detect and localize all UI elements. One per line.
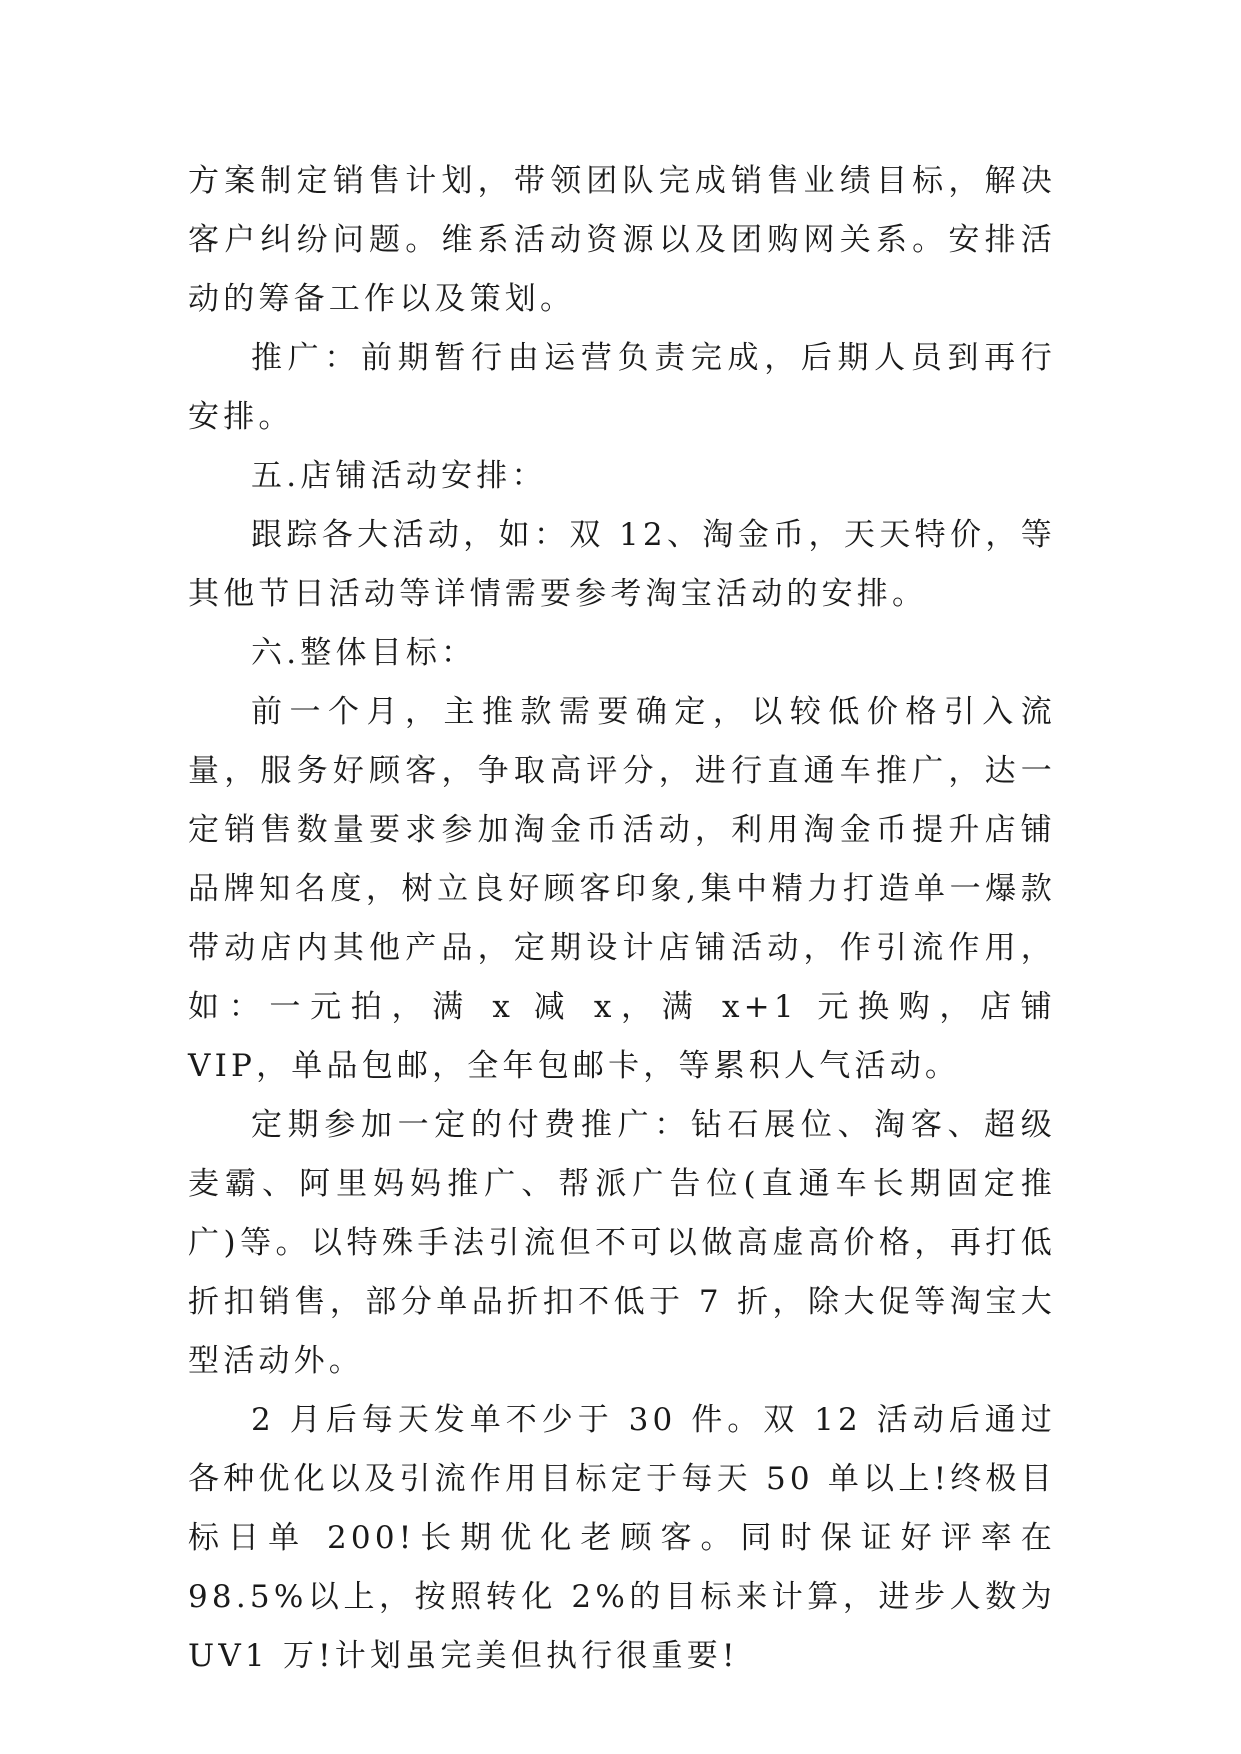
paragraph-5: 定期参加一定的付费推广：钻石展位、淘客、超级麦霸、阿里妈妈推广、帮派广告位(直通车长期固定推广)等。以特殊手法引流但不可以做高虚高价格，再打低折扣销售，部分单品折扣不低于 7 折，除大促等淘宝大型活动外。 bbox=[188, 1107, 1056, 1379]
paragraph-2: 推广：前期暂行由运营负责完成，后期人员到再行安排。 bbox=[188, 340, 1056, 435]
section-heading-6: 六.整体目标： bbox=[251, 635, 477, 671]
document-body bbox=[188, 152, 1056, 1686]
paragraph-6: 2 月后每天发单不少于 30 件。双 12 活动后通过各种优化以及引流作用目标定于每天 50 单以上!终极目标日单 200!长期优化老顾客。同时保证好评率在 98.5%以上，按照转化 2%的目标来计算，进步人数为 UV1 万!计划虽完美但执行很重要! bbox=[188, 1402, 1056, 1674]
paragraph-4: 前一个月，主推款需要确定，以较低价格引入流量，服务好顾客，争取高评分，进行直通车推广，达一定销售数量要求参加淘金币活动，利用淘金币提升店铺品牌知名度，树立良好顾客印象,集中精力打造单一爆款带动店内其他产品，定期设计店铺活动，作引流作用，如：一元拍，满 x 减 x，满 x+1 元换购，店铺 VIP，单品包邮，全年包邮卡，等累积人气活动。 bbox=[188, 694, 1056, 1084]
paragraph-3: 跟踪各大活动，如：双 12、淘金币，天天特价，等其他节日活动等详情需要参考淘宝活动的安排。 bbox=[188, 517, 1056, 612]
paragraph-1: 方案制定销售计划，带领团队完成销售业绩目标，解决客户纠纷问题。维系活动资源以及团购网关系。安排活动的筹备工作以及策划。 bbox=[188, 163, 1056, 317]
section-heading-5: 五.店铺活动安排： bbox=[251, 458, 547, 494]
